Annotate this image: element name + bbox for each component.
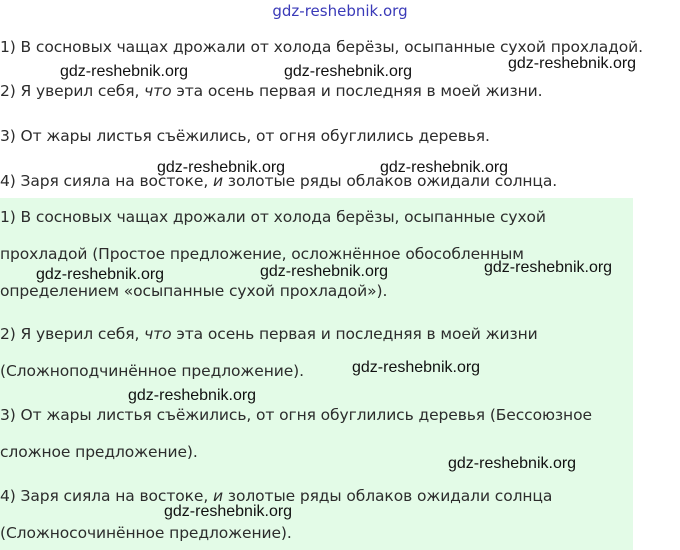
task-sentence-4: 4) Заря сияла на востоке, и золотые ряды облаков ожидали солнца.: [0, 172, 558, 190]
watermark: gdz-reshebnik.org: [128, 387, 257, 404]
watermark: gdz-reshebnik.org: [284, 63, 413, 80]
task-sentence-2: 2) Я уверил себя, что эта осень первая и последняя в моей жизни.: [0, 82, 543, 100]
header-watermark: gdz-reshebnik.org: [272, 2, 408, 20]
watermark: gdz-reshebnik.org: [448, 455, 577, 472]
answer-1-line-3: определением «осыпанные сухой прохладой»).: [0, 282, 388, 300]
task-sentence-3: 3) От жары листья съёжились, от огня обуглились деревья.: [0, 127, 490, 145]
watermark: gdz-reshebnik.org: [157, 159, 286, 176]
watermark: gdz-reshebnik.org: [352, 359, 481, 376]
answer-2-line-1: 2) Я уверил себя, что эта осень первая и последняя в моей жизни: [0, 325, 538, 343]
answer-4-line-1: 4) Заря сияла на востоке, и золотые ряды облаков ожидали солнца: [0, 487, 553, 505]
answer-3-line-1: 3) От жары листья съёжились, от огня обуглились деревья (Бессоюзное: [0, 406, 592, 424]
answer-2-line-2: (Сложноподчинённое предложение).: [0, 362, 304, 380]
task-sentence-1: 1) В сосновых чащах дрожали от холода берёзы, осыпанные сухой прохладой.: [0, 38, 643, 56]
watermark: gdz-reshebnik.org: [60, 63, 189, 80]
answer-3-line-2: сложное предложение).: [0, 443, 198, 461]
watermark: gdz-reshebnik.org: [36, 266, 165, 283]
answer-1-line-2: прохладой (Простое предложение, осложнённое обособленным: [0, 245, 524, 263]
watermark: gdz-reshebnik.org: [260, 263, 389, 280]
answer-1-line-1: 1) В сосновых чащах дрожали от холода берёзы, осыпанные сухой: [0, 208, 546, 226]
watermark: gdz-reshebnik.org: [484, 259, 613, 276]
watermark: gdz-reshebnik.org: [380, 159, 509, 176]
watermark: gdz-reshebnik.org: [164, 503, 293, 520]
answer-4-line-2: (Сложносочинённое предложение).: [0, 524, 292, 542]
watermark: gdz-reshebnik.org: [508, 55, 637, 72]
